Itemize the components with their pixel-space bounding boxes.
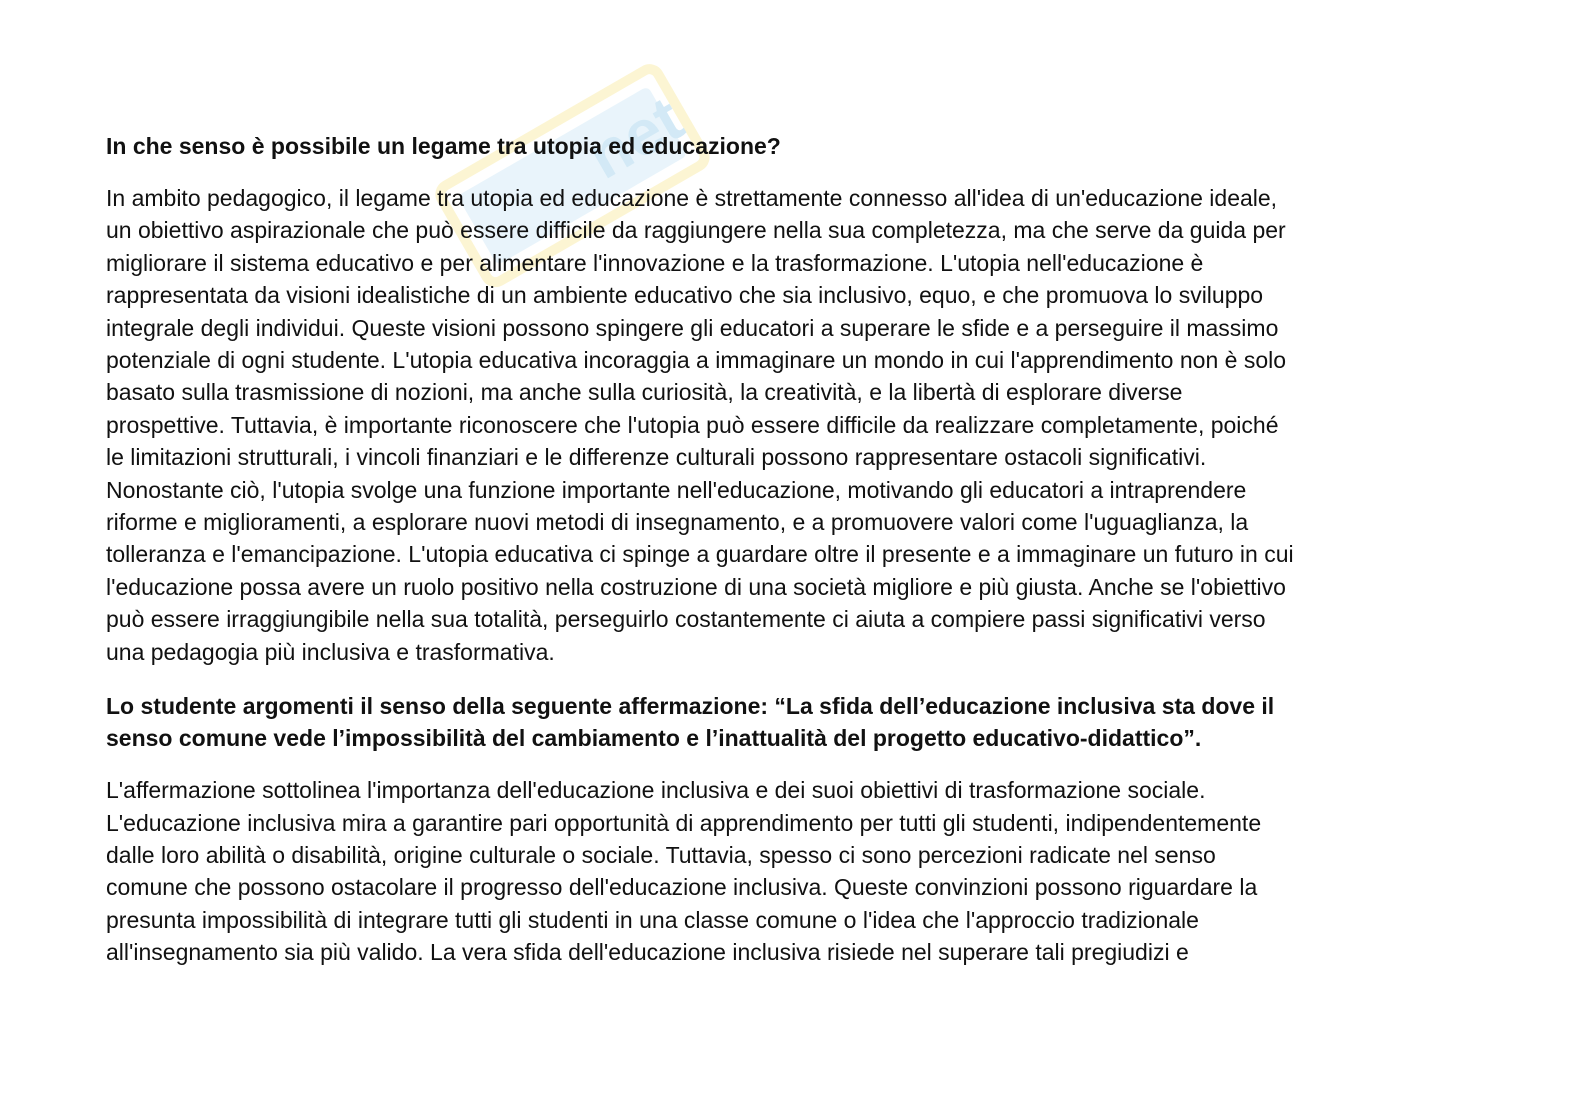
question-2-line: senso comune vede l’impossibilità del cambiamento e l’inattualità del progetto educativo-didattico”. [106, 725, 1202, 752]
answer-1-line: l'educazione possa avere un ruolo positivo nella costruzione di una società migliore e più giusta. Anche se l'obiettivo [106, 573, 1286, 600]
answer-1 [106, 182, 1466, 668]
answer-1-line: prospettive. Tuttavia, è importante riconoscere che l'utopia può essere difficile da realizzare completamente, poiché [106, 411, 1279, 438]
question-2-line: Lo studente argomenti il senso della seguente affermazione: “La sfida dell’educazione inclusiva sta dove il [106, 693, 1275, 720]
answer-1-line: In ambito pedagogico, il legame tra utopia ed educazione è strettamente connesso all'idea di un'educazione ideale, [106, 185, 1278, 211]
answer-2-line: L'educazione inclusiva mira a garantire pari opportunità di apprendimento per tutti gli studenti, indipendentemente [106, 809, 1262, 836]
answer-1-line: una pedagogia più inclusiva e trasformativa. [106, 638, 555, 665]
answer-1-line: integrale degli individui. Queste visioni possono spingere gli educatori a superare le sfide e a perseguire il massimo [106, 314, 1279, 341]
watermark-text: net [575, 82, 695, 193]
answer-1-line: può essere irraggiungibile nella sua totalità, perseguirlo costantemente ci aiuta a compiere passi significativi verso [106, 606, 1266, 633]
question-1-line: In che senso è possibile un legame tra utopia ed educazione? [106, 133, 781, 159]
answer-2-line: dalle loro abilità o disabilità, origine culturale o sociale. Tuttavia, spesso ci sono percezioni radicate nel senso [106, 841, 1216, 868]
answer-1-line: Nonostante ciò, l'utopia svolge una funzione importante nell'educazione, motivando gli educatori a intraprendere [106, 476, 1247, 503]
answer-1-line: le limitazioni strutturali, i vincoli finanziari e le differenze culturali possono rappresentare ostacoli significativi. [106, 444, 1207, 471]
answer-1-line: basato sulla trasmissione di nozioni, ma anche sulla curiosità, la creatività, e la libertà di esplorare diverse [106, 379, 1183, 406]
answer-1-line: migliorare il sistema educativo e per alimentare l'innovazione e la trasformazione. L'utopia nell'educazione è [106, 249, 1204, 276]
answer-2-line: comune che possono ostacolare il progresso dell'educazione inclusiva. Queste convinzioni possono riguardare la [106, 874, 1258, 901]
answer-1-line: potenziale di ogni studente. L'utopia educativa incoraggia a immaginare un mondo in cui l'apprendimento non è solo [106, 347, 1287, 374]
question-2 [106, 690, 1466, 754]
answer-1-line: tolleranza e l'emancipazione. L'utopia educativa ci spinge a guardare oltre il presente e a immaginare un futuro in cui [106, 541, 1294, 568]
question-1 [106, 130, 1466, 162]
answer-2 [106, 774, 1466, 968]
answer-2-line: L'affermazione sottolinea l'importanza dell'educazione inclusiva e dei suoi obiettivi di trasformazione sociale. [106, 777, 1206, 804]
answer-1-line: riforme e miglioramenti, a esplorare nuovi metodi di insegnamento, e a promuovere valori come l'uguaglianza, la [106, 509, 1249, 536]
document-page [106, 130, 1466, 991]
answer-1-line: un obiettivo aspirazionale che può essere difficile da raggiungere nella sua completezza, ma che serve da guida per [106, 217, 1286, 244]
answer-2-line: presunta impossibilità di integrare tutti gli studenti in una classe comune o l'idea che l'approccio tradizionale [106, 906, 1199, 933]
answer-1-line: rappresentata da visioni idealistiche di un ambiente educativo che sia inclusivo, equo, e che promuova lo sviluppo [106, 282, 1264, 309]
answer-2-line: all'insegnamento sia più valido. La vera sfida dell'educazione inclusiva risiede nel superare tali pregiudizi e [106, 939, 1189, 966]
